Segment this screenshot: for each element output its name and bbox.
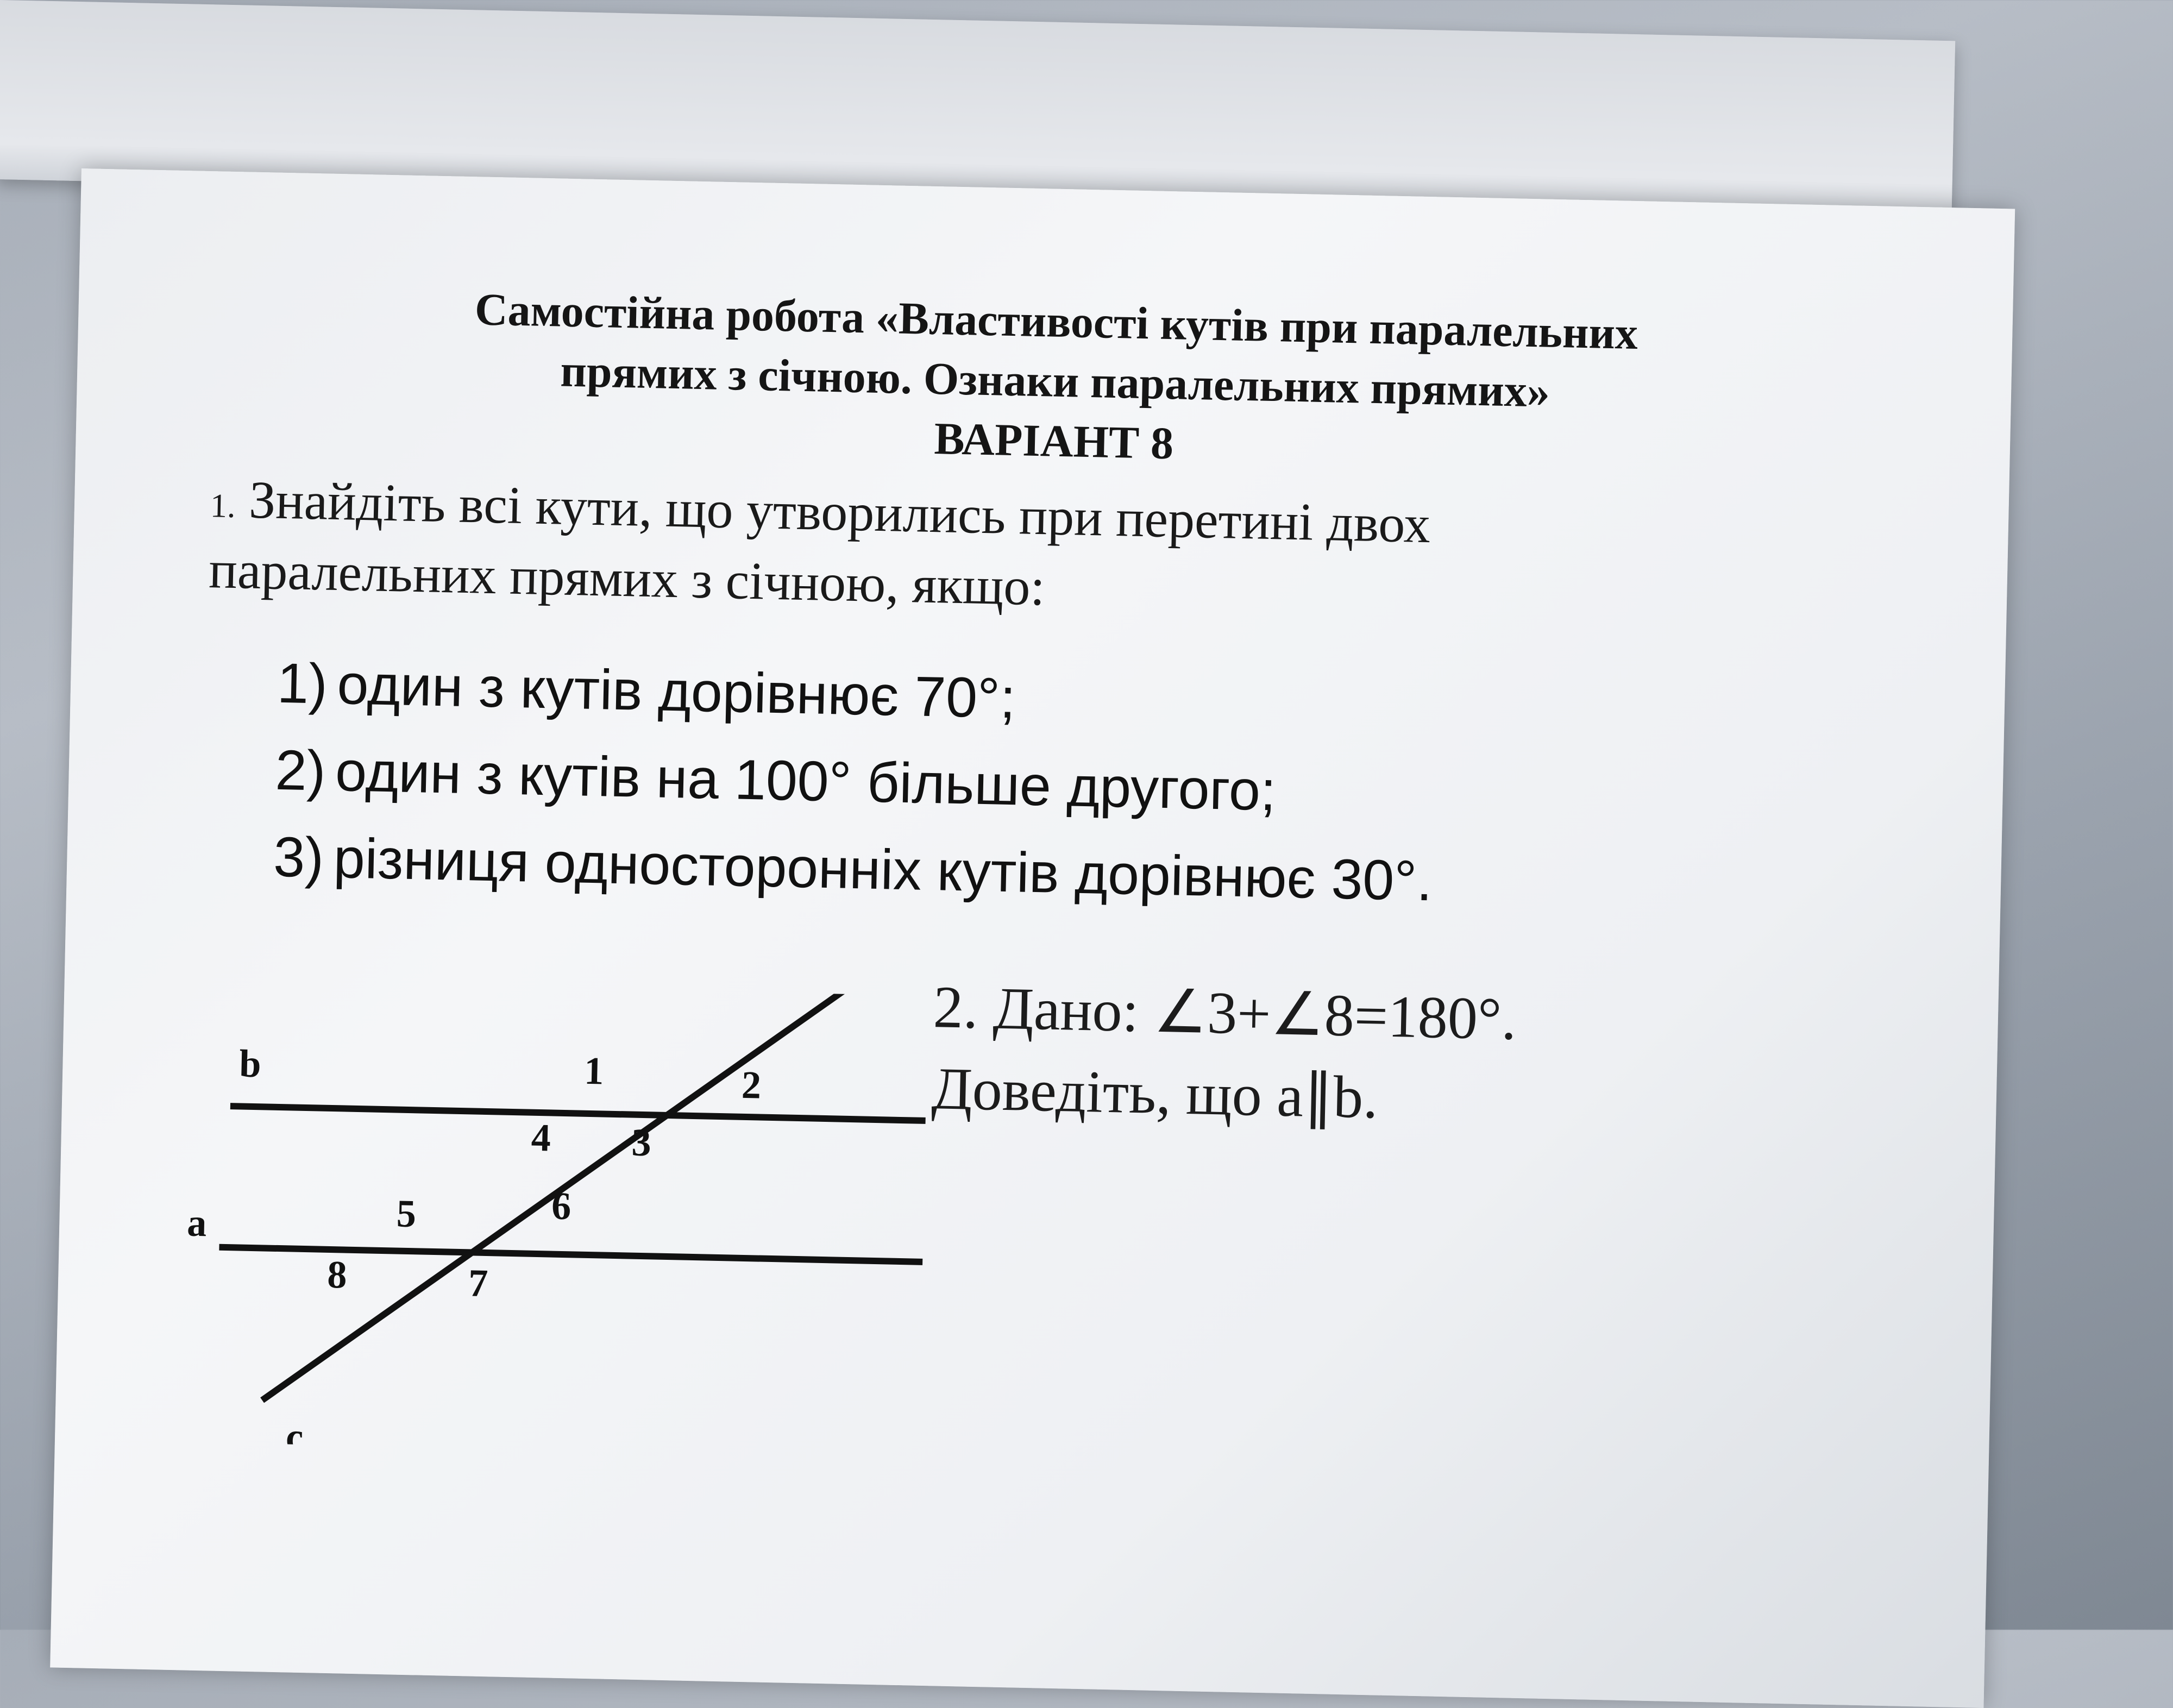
label-line-a: a (186, 1201, 208, 1245)
task-1-text-2: паралельних прямих з січною, якщо: (208, 541, 1046, 617)
item-text: один з кутів дорівнює 70°; (336, 653, 1016, 731)
task-2-given: 2. Дано: ∠3+∠8=180°. (932, 974, 1517, 1052)
title-line-1: Самостійна робота «Властивості кутів при паралельних (474, 284, 1638, 360)
task-1-number: 1. (210, 487, 236, 525)
diagram-svg (164, 980, 933, 1458)
parallel-lines-diagram (164, 980, 933, 1458)
item-number: 2) (274, 738, 326, 803)
angle-label-3: 3 (631, 1120, 652, 1165)
item-text: один з кутів на 100° більше другого; (335, 740, 1277, 823)
line-b (230, 1106, 926, 1121)
task-2 (931, 966, 1803, 1147)
angle-label-7: 7 (468, 1261, 489, 1305)
title-line-2: прямих з січною. Ознаки паралельних прямих» (560, 346, 1550, 417)
task-1 (208, 467, 1895, 637)
angle-label-5: 5 (396, 1191, 417, 1236)
label-line-c: c (285, 1415, 304, 1458)
angle-label-8: 8 (326, 1252, 348, 1297)
angle-label-2: 2 (741, 1063, 762, 1107)
worksheet-title (293, 276, 1817, 487)
item-number: 1) (277, 651, 328, 716)
task-1-items (273, 640, 1907, 935)
task-2-prove: Доведіть, що a∥b. (931, 1055, 1379, 1131)
label-line-b: b (238, 1041, 262, 1086)
item-number: 3) (273, 825, 325, 890)
item-text: різниця односторонніх кутів дорівнює 30°. (332, 827, 1433, 913)
variant-heading: ВАРІАНТ 8 (933, 413, 1175, 469)
line-a (219, 1247, 922, 1262)
angle-label-6: 6 (551, 1184, 572, 1228)
task-1-text-1: Знайдіть всі кути, що утворились при перетині двох (248, 470, 1431, 555)
angle-label-4: 4 (530, 1115, 551, 1160)
angle-label-1: 1 (583, 1048, 605, 1093)
worksheet-paper (50, 168, 2015, 1708)
